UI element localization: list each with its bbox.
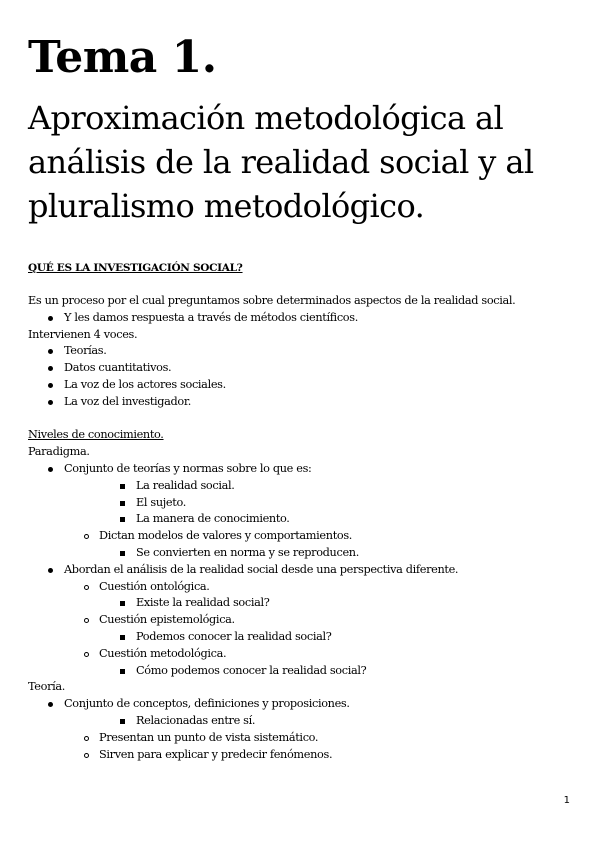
list-item: Conjunto de teorías y normas sobre lo que es: xyxy=(28,461,588,478)
bullet-square-icon xyxy=(120,484,125,489)
paragraph-line: Es un proceso por el cual preguntamos sobre determinados aspectos de la realidad social. xyxy=(28,294,516,307)
bullet-disc-icon xyxy=(48,383,53,388)
bullet-circle-icon xyxy=(84,534,89,539)
list-item: Cuestión epistemológica. xyxy=(28,612,588,629)
list-item: Podemos conocer la realidad social? xyxy=(28,629,588,646)
list-item: Teorías. xyxy=(28,343,588,360)
list-item: Sirven para explicar y predecir fenómenos. xyxy=(28,747,588,764)
list-item: La manera de conocimiento. xyxy=(28,511,588,528)
list-item: Presentan un punto de vista sistemático. xyxy=(28,730,588,747)
bullet-disc-icon xyxy=(48,568,53,573)
paragraph-line: Intervienen 4 voces. xyxy=(28,327,138,341)
bullet-circle-icon xyxy=(84,753,89,758)
bullet-disc-icon xyxy=(48,366,53,371)
subsection-heading: Niveles de conocimiento. xyxy=(28,428,164,442)
bullet-square-icon xyxy=(120,501,125,506)
list-item: La voz de los actores sociales. xyxy=(28,377,588,394)
list-item: La realidad social. xyxy=(28,478,588,495)
document-body xyxy=(28,293,588,763)
list-item: Se convierten en norma y se reproducen. xyxy=(28,545,588,562)
list-item: Datos cuantitativos. xyxy=(28,360,588,377)
list-item: Conjunto de conceptos, definiciones y proposiciones. xyxy=(28,696,588,713)
bullet-circle-icon xyxy=(84,618,89,623)
list-item: El sujeto. xyxy=(28,495,588,512)
page-number: 1 xyxy=(563,795,570,806)
bullet-square-icon xyxy=(120,719,125,724)
list-item: Dictan modelos de valores y comportamientos. xyxy=(28,528,588,545)
list-item: Cuestión ontológica. xyxy=(28,579,588,596)
list-item: Cuestión metodológica. xyxy=(28,646,588,663)
bullet-circle-icon xyxy=(84,652,89,657)
list-item: La voz del investigador. xyxy=(28,394,588,411)
bullet-circle-icon xyxy=(84,736,89,741)
list-item: Relacionadas entre sí. xyxy=(28,713,588,730)
bullet-circle-icon xyxy=(84,585,89,590)
paragraph-line: Teoría. xyxy=(28,680,66,694)
bullet-disc-icon xyxy=(48,702,53,707)
bullet-square-icon xyxy=(120,669,125,674)
bullet-disc-icon xyxy=(48,316,53,321)
page-title: Tema 1. xyxy=(28,32,217,83)
list-item: Y les damos respuesta a través de métodos científicos. xyxy=(28,310,588,327)
section-heading: QUÉ ES LA INVESTIGACIÓN SOCIAL? xyxy=(28,262,243,274)
list-item: Existe la realidad social? xyxy=(28,595,588,612)
bullet-disc-icon xyxy=(48,349,53,354)
list-item: Abordan el análisis de la realidad social desde una perspectiva diferente. xyxy=(28,562,588,579)
page-subtitle: Aproximación metodológica al análisis de la realidad social y al pluralismo metodológico. xyxy=(28,99,534,225)
bullet-square-icon xyxy=(120,517,125,522)
bullet-disc-icon xyxy=(48,400,53,405)
bullet-square-icon xyxy=(120,635,125,640)
bullet-disc-icon xyxy=(48,467,53,472)
bullet-square-icon xyxy=(120,551,125,556)
bullet-square-icon xyxy=(120,601,125,606)
list-item: Cómo podemos conocer la realidad social? xyxy=(28,663,588,680)
paragraph-line: Paradigma. xyxy=(28,445,90,459)
